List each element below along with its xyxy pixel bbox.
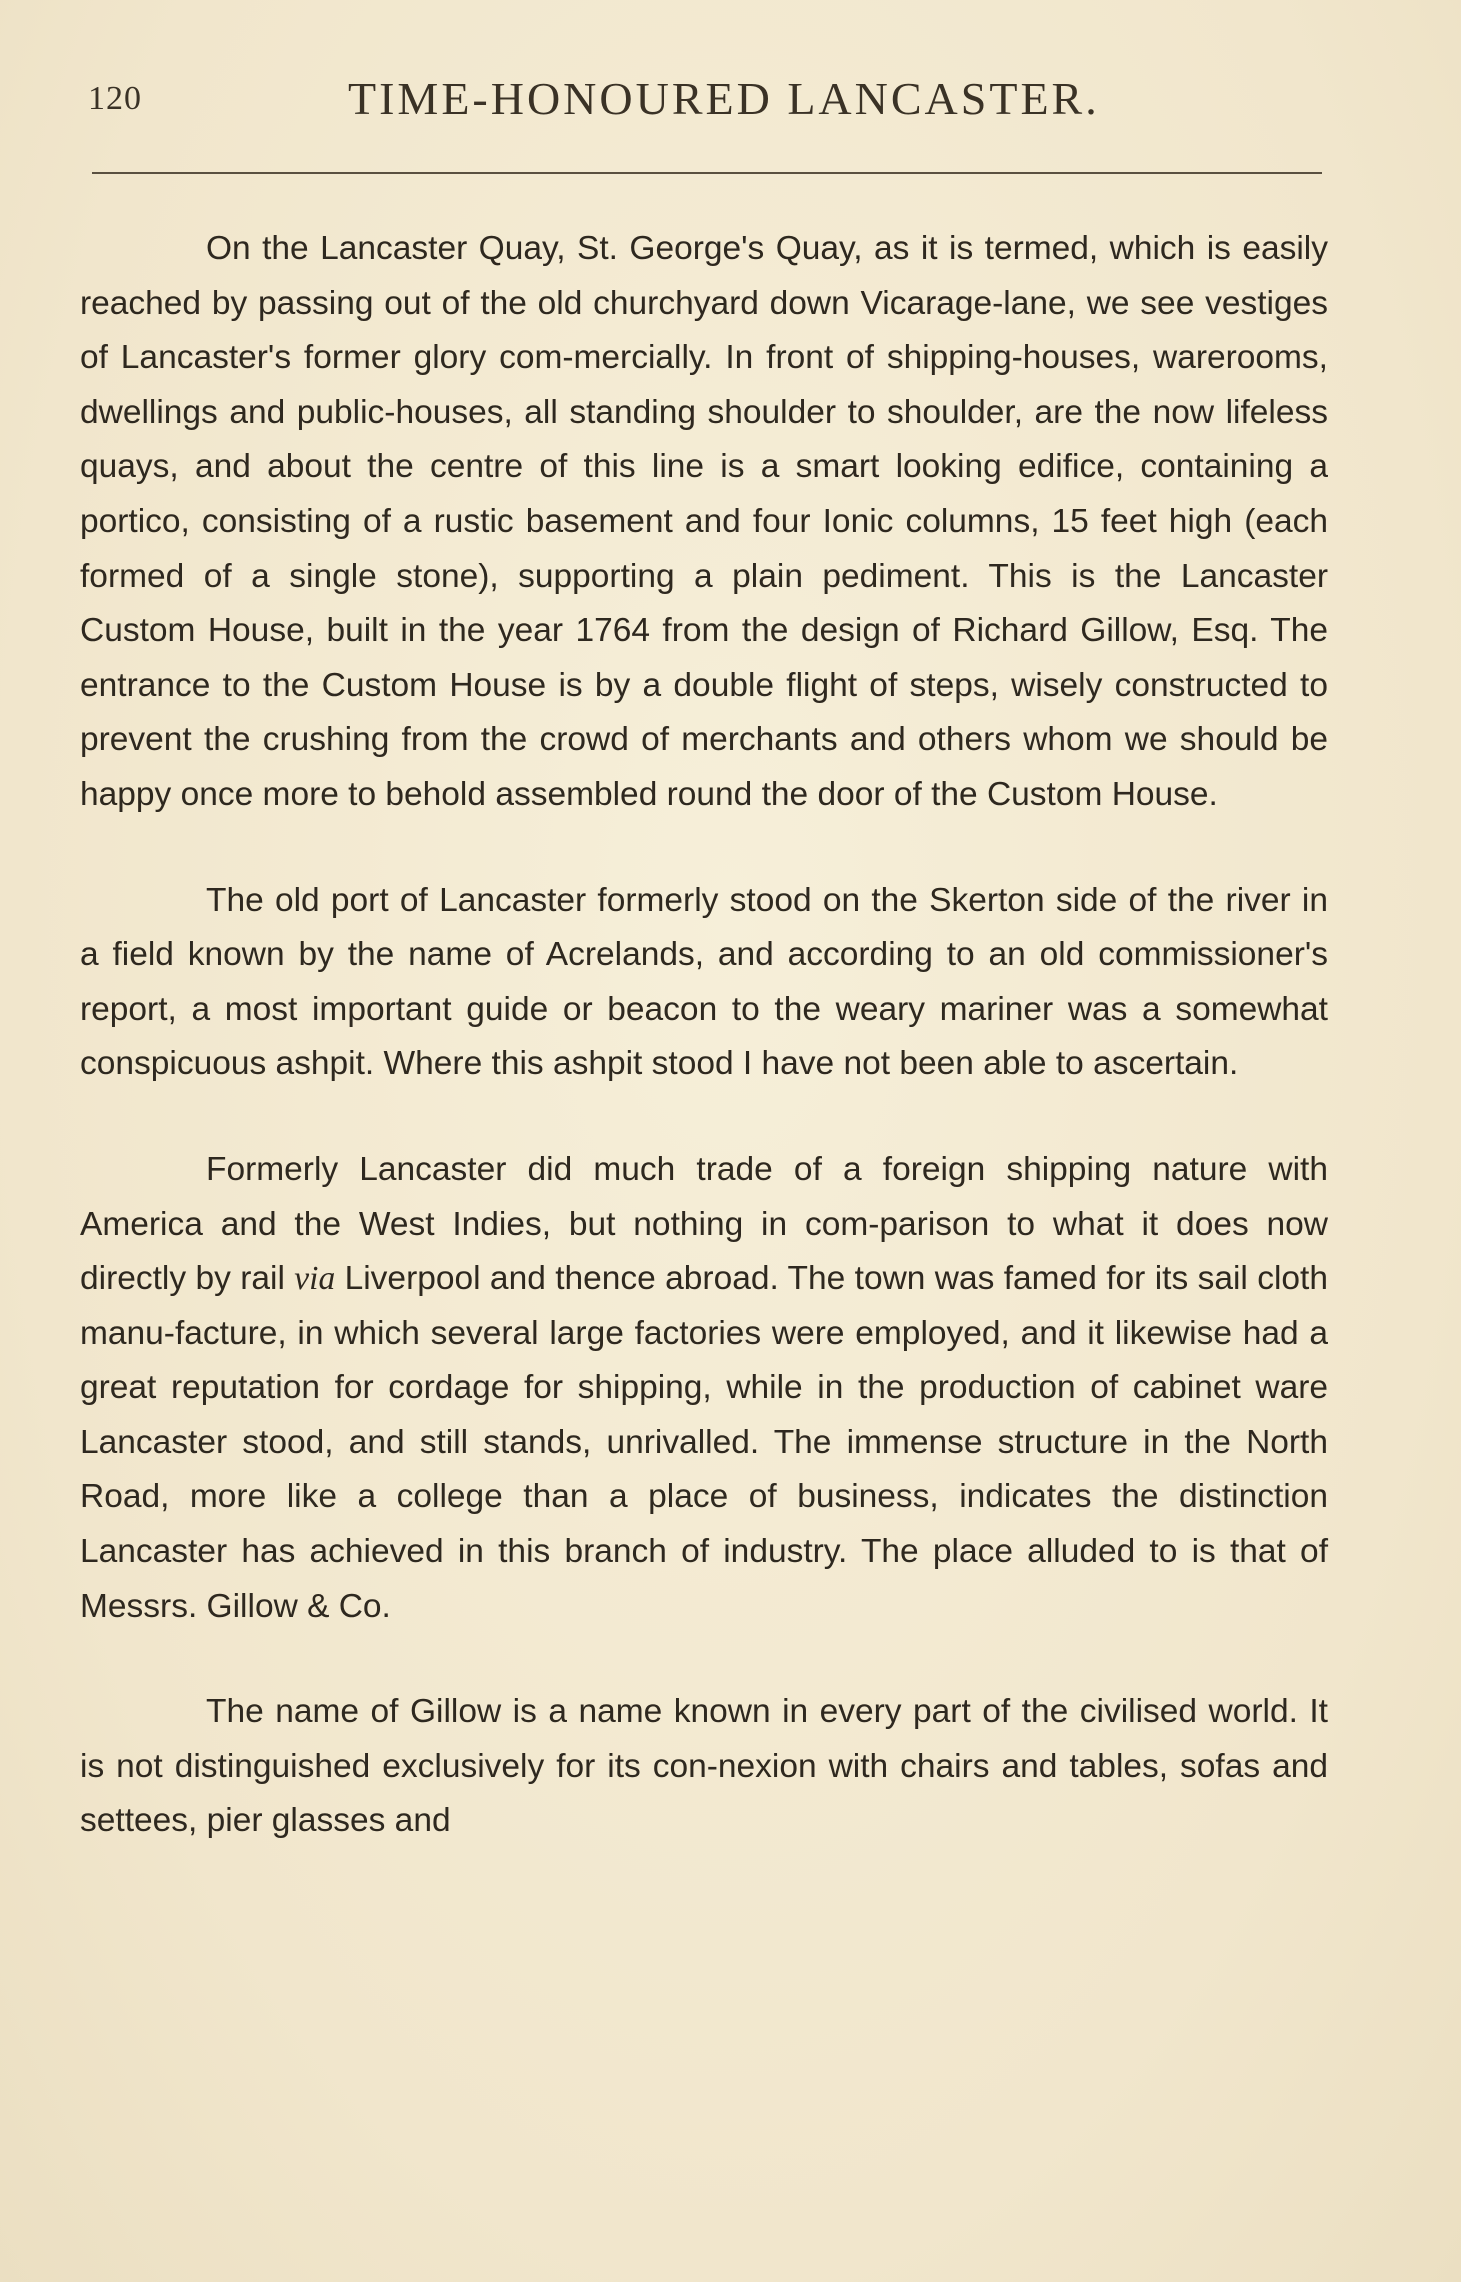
paragraph-custom-house: On the Lancaster Quay, St. George's Quay, as it is termed, which is easily reached by passing out of the old churchyard down Vicarage-lane, we see vestiges of Lancaster's former glory com-mercially. In front of shipping-houses, warerooms, dwellings and public-houses, all standing shoulder to shoulder, are the now lifeless quays, and about the centre of this line is a smart looking edifice, containing a portico, consisting of a rustic basement and four Ionic columns, 15 feet high (each formed of a single stone), supporting a plain pediment. This is the Lancaster Custom House, built in the year 1764 from the design of Richard Gillow, Esq. The entrance to the Custom House is by a double flight of steps, wisely constructed to prevent the crushing from the crowd of merchants and others whom we should be happy once more to behold assembled round the door of the Custom House. bbox=[80, 230, 1328, 813]
paragraph-old-port: The old port of Lancaster formerly stood on the Skerton side of the river in a field known by the name of Acrelands, and according to an old commissioner's report, a most important guide or beacon to the weary mariner was a somewhat conspicuous ashpit. Where this ashpit stood I have not been able to ascertain. bbox=[80, 881, 1328, 1083]
header-rule bbox=[92, 172, 1322, 174]
body-text bbox=[80, 222, 1328, 1849]
paragraph-gillow-name: The name of Gillow is a name known in every part of the civilised world. It is not distinguished exclusively for its con-nexion with chairs and tables, sofas and settees, pier glasses and bbox=[80, 1693, 1328, 1840]
page-header bbox=[88, 72, 1328, 132]
paragraph-foreign-trade bbox=[80, 1143, 1328, 1634]
running-title: TIME-HONOURED LANCASTER. bbox=[348, 73, 1100, 124]
page-number: 120 bbox=[88, 80, 142, 117]
paragraph-foreign-trade-end: Liverpool and thence abroad. The town was famed for its sail cloth manu-facture, in which several large factories were employed, and it likewise had a great reputation for cordage for shipping, while in the production of cabinet ware Lancaster stood, and still stands, unrivalled. The immense structure in the North Road, more like a college than a place of business, indicates the distinction Lancaster has achieved in this branch of industry. The place alluded to is that of Messrs. Gillow & Co. bbox=[80, 1260, 1328, 1625]
italic-via: via bbox=[294, 1260, 336, 1298]
paragraph-foreign-trade-start: Formerly Lancaster did much trade of a foreign shipping nature with America and the West Indies, but nothing in com-parison to what it does now directly by rail bbox=[80, 1150, 1328, 1298]
